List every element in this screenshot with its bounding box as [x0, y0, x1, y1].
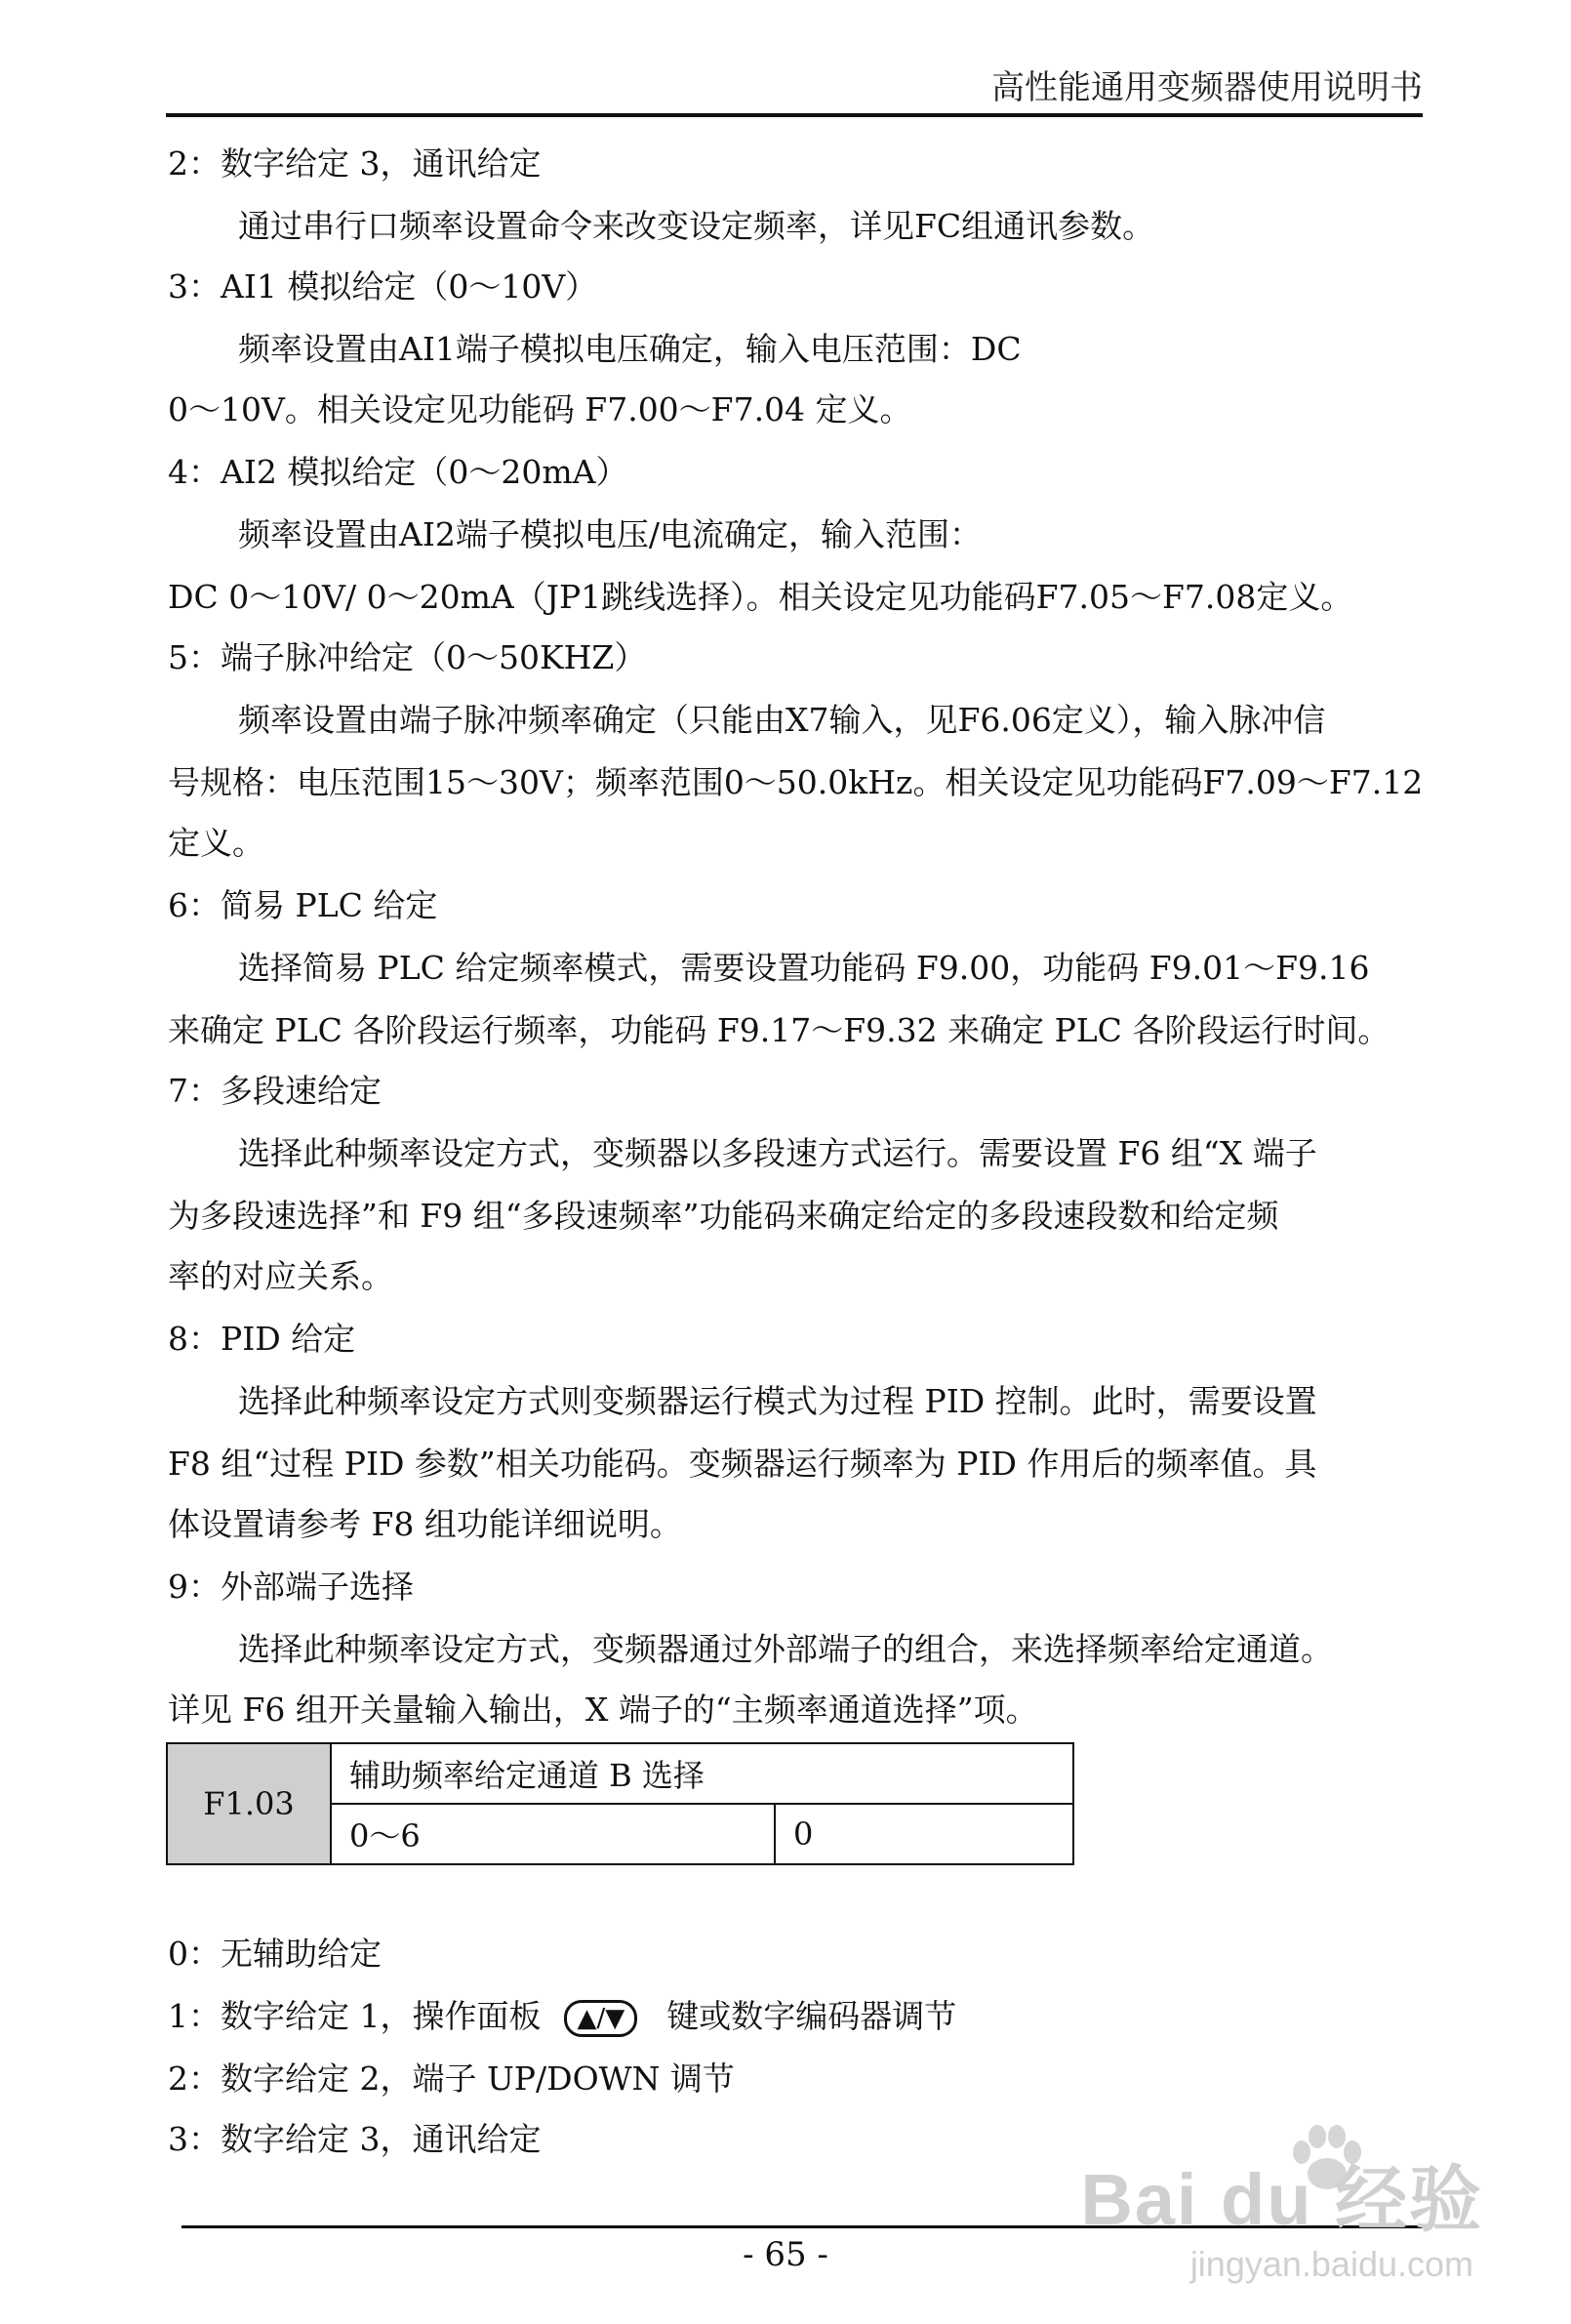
text-line: 率的对应关系。 [168, 1257, 393, 1295]
text-line: 频率设置由AI2端子模拟电压/电流确定，输入范围： [238, 515, 982, 553]
text-line: 5：端子脉冲给定（0～50KHZ） [168, 638, 647, 676]
text-line: 选择此种频率设定方式，变频器通过外部端子的组合，来选择频率给定通道。 [238, 1630, 1333, 1668]
text-line: 6：简易 PLC 给定 [168, 886, 438, 924]
text-line: 选择此种频率设定方式，变频器以多段速方式运行。需要设置 F6 组“X 端子 [238, 1134, 1317, 1172]
text-line: 7：多段速给定 [168, 1072, 382, 1110]
watermark-sub: jingyan.baidu.com [1189, 2244, 1473, 2284]
text-line: 号规格：电压范围15～30V；频率范围0～50.0kHz。相关设定见功能码F7.09～F7.12 [168, 763, 1424, 801]
text-line: 4：AI2 模拟给定（0～20mA） [168, 453, 628, 491]
option-line: 0：无辅助给定 [168, 1935, 382, 1973]
header-rule [166, 113, 1423, 117]
param-name: 辅助频率给定通道 B 选择 [331, 1743, 1073, 1804]
text-line: 3：AI1 模拟给定（0～10V） [168, 267, 598, 306]
option-line [168, 1995, 956, 2038]
text-line: 详见 F6 组开关量输入输出，X 端子的“主频率通道选择”项。 [168, 1691, 1038, 1729]
page-number: - 65 - [743, 2235, 828, 2274]
param-code: F1.03 [167, 1743, 331, 1864]
text-line: DC 0～10V/ 0～20mA（JP1跳线选择）。相关设定见功能码F7.05～F7.08定义。 [168, 578, 1353, 616]
text-line: 8：PID 给定 [168, 1320, 356, 1358]
text-line: 来确定 PLC 各阶段运行频率，功能码 F9.17～F9.32 来确定 PLC 各阶段运行时间。 [168, 1011, 1390, 1049]
text-line: 选择此种频率设定方式则变频器运行模式为过程 PID 控制。此时，需要设置 [238, 1382, 1317, 1420]
text-line: 为多段速选择”和 F9 组“多段速频率”功能码来确定给定的多段速段数和给定频 [168, 1197, 1279, 1235]
text-line: 频率设置由AI1端子模拟电压确定，输入电压范围：DC [238, 330, 1022, 368]
text-line: 9：外部端子选择 [168, 1568, 414, 1606]
watermark-main: Bai du 经验 [1080, 2159, 1483, 2240]
option-text: 键或数字编码器调节 [666, 1997, 957, 2035]
text-line: 通过串行口频率设置命令来改变设定频率，详见FC组通讯参数。 [238, 207, 1155, 245]
text-line: 频率设置由端子脉冲频率确定（只能由X7输入，见F6.06定义），输入脉冲信 [238, 701, 1326, 739]
param-default: 0 [775, 1804, 1073, 1864]
option-text: 1：数字给定 1，操作面板 [168, 1997, 542, 2035]
text-line: 体设置请参考 F8 组功能详细说明。 [168, 1505, 682, 1543]
option-line: 3：数字给定 3，通讯给定 [168, 2120, 542, 2158]
param-range: 0～6 [331, 1804, 775, 1864]
option-line: 2：数字给定 2，端子 UP/DOWN 调节 [168, 2059, 735, 2098]
header-title: 高性能通用变频器使用说明书 [991, 68, 1423, 107]
text-line: 定义。 [168, 824, 264, 862]
parameter-table [166, 1742, 1074, 1865]
baidu-watermark [1080, 2142, 1483, 2308]
text-line: F8 组“过程 PID 参数”相关功能码。变频器运行频率为 PID 作用后的频率值。具 [168, 1445, 1317, 1483]
text-line: 选择简易 PLC 给定频率模式，需要设置功能码 F9.00，功能码 F9.01～F9.16 [238, 949, 1370, 987]
text-line: 2：数字给定 3，通讯给定 [168, 144, 542, 183]
updown-key-icon: ▲/▼ [564, 2000, 637, 2037]
text-line: 0～10V。相关设定见功能码 F7.00～F7.04 定义。 [168, 390, 912, 428]
